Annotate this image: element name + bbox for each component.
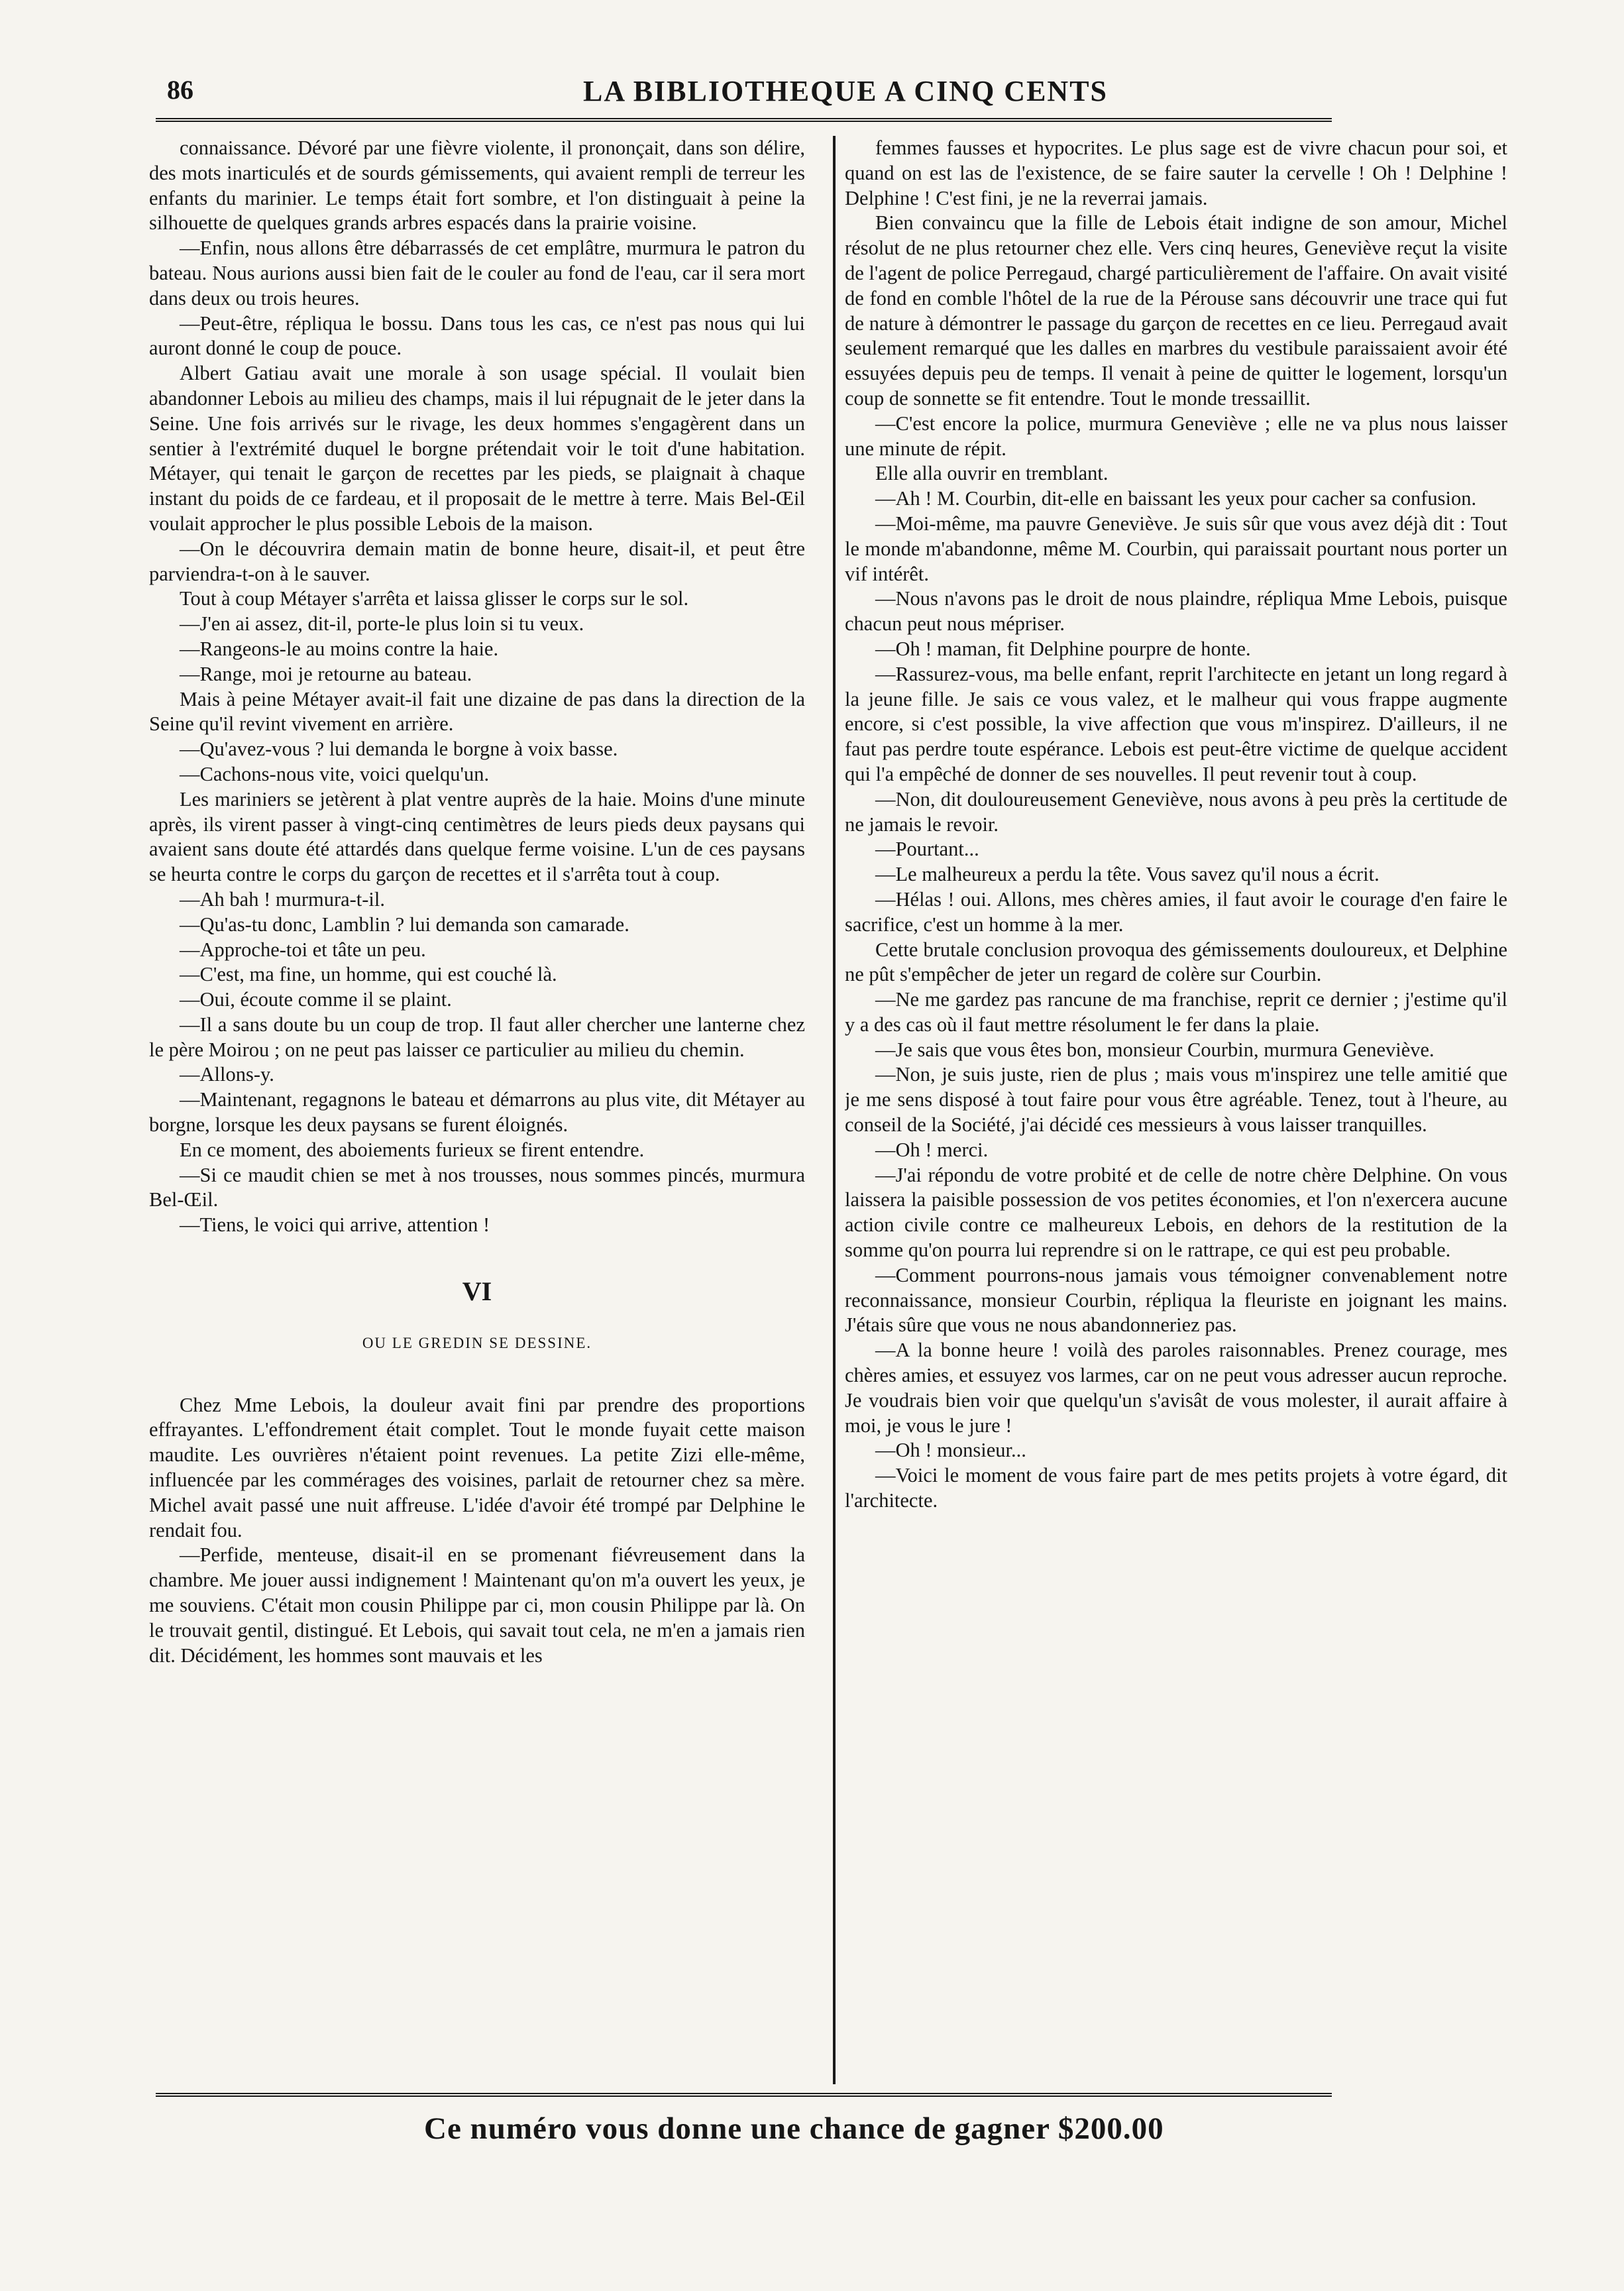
paragraph: —Qu'avez-vous ? lui demanda le borgne à voix basse. (180, 738, 618, 761)
footer-note: Ce numéro vous donne une chance de gagner $200.00 (424, 2111, 1164, 2146)
paragraph: —Non, je suis juste, rien de plus ; mais vous m'inspirez une telle amitié que je me sens disposé à tout faire pour vous être agréable. Tenez, tout à l'heure, au conseil de la Société, j'ai décidé ces messieurs à vous laisser tranquilles. (845, 1063, 1507, 1137)
paragraph: connaissance. Dévoré par une fièvre violente, il prononçait, dans son délire, des mots inarticulés et de sourds gémissements, qui avaient rempli de terreur les enfants du marinier. Le temps était fort sombre, et l'on distinguait à peine la silhouette de quelques grands arbres espacés dans la prairie voisine. (149, 137, 805, 235)
paragraph: —A la bonne heure ! voilà des paroles raisonnables. Prenez courage, mes chères amies, et essuyez vos larmes, car on ne peut vous adresser aucun reproche. Je voudrais bien voir que quelqu'un s'avisât de vous molester, il aurait affaire à moi, je vous le jure ! (845, 1339, 1507, 1437)
paragraph: —Ne me gardez pas rancune de ma franchise, reprit ce dernier ; j'estime qu'il y a des cas où il faut mettre résolument le fer dans la plaie. (845, 988, 1507, 1036)
paragraph: Chez Mme Lebois, la douleur avait fini par prendre des proportions effrayantes. L'effondrement était complet. Tout le monde fuyait cette maison maudite. Les ouvrières n'étaient point revenues. La petite Zizi elle-même, influencée par les commérages des voisines, parlait de retourner chez sa mère. Michel avait passé une nuit affreuse. L'idée d'avoir été trompé par Delphine le rendait fou. (149, 1393, 805, 1541)
paragraph: —Pourtant... (875, 838, 979, 861)
paragraph: —Ah bah ! murmura-t-il. (180, 887, 386, 911)
paragraph: —Oui, écoute comme il se plaint. (180, 988, 452, 1011)
paragraph: Cette brutale conclusion provoqua des gémissements douloureux, et Delphine ne pût s'empêcher de jeter un regard de colère sur Courbin. (845, 938, 1507, 986)
paragraph: —C'est encore la police, murmura Geneviève ; elle ne va plus nous laisser une minute de répit. (845, 412, 1507, 460)
paragraph: —Maintenant, regagnons le bateau et démarrons au plus vite, dit Métayer au borgne, lorsque les deux paysans se furent éloignés. (149, 1088, 805, 1137)
paragraph: Bien convaincu que la fille de Lebois était indigne de son amour, Michel résolut de ne plus retourner chez elle. Vers cinq heures, Geneviève reçut la visite de l'agent de police Perregaud, chargé particulièrement de l'affaire. On avait visité de fond en comble l'hôtel de la rue de la Pérouse sans découvrir une trace qui fut de nature à démontrer le passage du garçon de recettes en ce lieu. Perregaud avait seulement remarqué que les dalles en marbres du vestibule paraissaient avoir été essuyées depuis peu de temps. Il venait à peine de quitter le logement, lorsqu'un coup de sonnette se fit entendre. Tout le monde tressaillit. (845, 211, 1507, 410)
running-head: LA BIBLIOTHEQUE A CINQ CENTS (583, 75, 1109, 107)
chapter-number: VI (462, 1276, 492, 1307)
paragraph: —Range, moi je retourne au bateau. (180, 662, 472, 685)
paragraph: —Le malheureux a perdu la tête. Vous savez qu'il nous a écrit. (875, 863, 1380, 886)
paragraph: Albert Gatiau avait une morale à son usage spécial. Il voulait bien abandonner Lebois au milieu des champs, mais il lui répugnait de le jeter dans la Seine. Une fois arrivés sur le rivage, les deux hommes s'engagèrent dans un sentier à l'extrémité duquel le borgne prétendait voir le toit d'une habitation. Métayer, qui tenait le garçon de recettes par les pieds, se plaignait à chaque instant du poids de ce fardeau, et il proposait de le mettre à terre. Mais Bel-Œil voulait approcher le plus possible Lebois de la maison. (149, 362, 805, 535)
paragraph: —C'est, ma fine, un homme, qui est couché là. (180, 963, 557, 986)
paragraph: Tout à coup Métayer s'arrêta et laissa glisser le corps sur le sol. (180, 587, 689, 610)
paragraph: —Hélas ! oui. Allons, mes chères amies, il faut avoir le courage d'en faire le sacrifice, c'est un homme à la mer. (845, 887, 1507, 936)
paragraph: —Rangeons-le au moins contre la haie. (180, 637, 499, 660)
paragraph: —Je sais que vous êtes bon, monsieur Courbin, murmura Geneviève. (875, 1038, 1435, 1061)
page-number: 86 (167, 75, 193, 105)
header-rule (156, 118, 1332, 122)
paragraph: Mais à peine Métayer avait-il fait une dizaine de pas dans la direction de la Seine qu'il revint vivement en arrière. (149, 687, 805, 736)
paragraph: —Ah ! M. Courbin, dit-elle en baissant les yeux pour cacher sa confusion. (875, 487, 1477, 510)
paragraph: —Oh ! monsieur... (875, 1439, 1026, 1462)
left-paragraphs-before (149, 136, 805, 1238)
paragraph: Elle alla ouvrir en tremblant. (875, 462, 1109, 485)
paragraph: —Voici le moment de vous faire part de mes petits projets à votre égard, dit l'architecte. (845, 1464, 1507, 1512)
paragraph: —Enfin, nous allons être débarrassés de cet emplâtre, murmura le patron du bateau. Nous aurions aussi bien fait de le couler au fond de l'eau, car il sera mort dans deux ou trois heures. (149, 237, 805, 309)
paragraph: —Moi-même, ma pauvre Geneviève. Je suis sûr que vous avez déjà dit : Tout le monde m'abandonne, même M. Courbin, qui paraissait pourtant nous porter un vif intérêt. (845, 512, 1507, 585)
paragraph: —Cachons-nous vite, voici quelqu'un. (180, 762, 490, 785)
paragraph: —Allons-y. (180, 1063, 274, 1086)
left-paragraphs-after (149, 1393, 805, 1669)
paragraph: —Oh ! merci. (875, 1138, 989, 1161)
left-column (149, 136, 805, 2091)
paragraph: —Oh ! maman, fit Delphine pourpre de honte. (875, 637, 1251, 660)
paragraph: —Rassurez-vous, ma belle enfant, reprit l'architecte en jetant un long regard à la jeune fille. Je sais ce vous valez, et le malheur qui vous frappe augmente encore, si c'est possible, la vive affection que vous m'inspirez. D'ailleurs, il ne faut pas perdre toute espérance. Lebois est peut-être victime de quelque accident qui l'a empêché de donner de ses nouvelles. Il peut revenir tout à coup. (845, 662, 1507, 785)
paragraph: femmes fausses et hypocrites. Le plus sage est de vivre chacun pour soi, et quand on est las de l'existence, de se faire sauter la cervelle ! Oh ! Delphine ! Delphine ! C'est fini, je ne la reverrai jamais. (845, 137, 1507, 209)
paragraph: Les mariniers se jetèrent à plat ventre auprès de la haie. Moins d'une minute après, ils virent passer à vingt-cinq centimètres de leurs pieds deux paysans qui avaient sans doute été attardés dans quelque ferme voisine. L'un de ces paysans se heurta contre le corps du garçon de recettes et il s'arrêta tout à coup. (149, 787, 805, 886)
paragraph: —On le découvrira demain matin de bonne heure, disait-il, et peut être parviendra-t-on à le sauver. (149, 537, 805, 585)
paragraph: En ce moment, des aboiements furieux se firent entendre. (180, 1138, 645, 1161)
paragraph: —Si ce maudit chien se met à nos trousses, nous sommes pincés, murmura Bel-Œil. (149, 1163, 805, 1211)
paragraph: —Comment pourrons-nous jamais vous témoigner convenablement notre reconnaissance, monsieur Courbin, répliqua la fleuriste en joignant les mains. J'étais sûre que vous ne nous abandonneriez pas. (845, 1263, 1507, 1337)
chapter-title: OU LE GREDIN SE DESSINE. (362, 1334, 592, 1351)
paragraph: —Approche-toi et tâte un peu. (180, 938, 426, 961)
footer-rule (156, 2093, 1332, 2097)
right-column (845, 136, 1507, 2091)
paragraph: —J'en ai assez, dit-il, porte-le plus loin si tu veux. (180, 612, 584, 636)
column-divider (833, 136, 836, 2084)
right-paragraphs (845, 136, 1507, 1514)
paragraph: —Nous n'avons pas le droit de nous plaindre, répliqua Mme Lebois, puisque chacun peut nous mépriser. (845, 587, 1507, 636)
paragraph: —Peut-être, répliqua le bossu. Dans tous les cas, ce n'est pas nous qui lui auront donné le coup de pouce. (149, 311, 805, 360)
paragraph: —Tiens, le voici qui arrive, attention ! (180, 1213, 490, 1237)
paragraph: —Qu'as-tu donc, Lamblin ? lui demanda son camarade. (180, 913, 629, 936)
paragraph: —Perfide, menteuse, disait-il en se promenant fiévreusement dans la chambre. Me jouer aussi indignement ! Maintenant qu'on m'a ouvert les yeux, je me souviens. C'était mon cousin Philippe par ci, mon cousin Philippe par là. On le trouvait gentil, distingué. Et Lebois, qui savait tout cela, ne m'en a jamais rien dit. Décidément, les hommes sont mauvais et les (149, 1543, 805, 1667)
paragraph: —Il a sans doute bu un coup de trop. Il faut aller chercher une lanterne chez le père Moirou ; on ne peut pas laisser ce particulier au milieu du chemin. (149, 1013, 805, 1061)
paragraph: —Non, dit douloureusement Geneviève, nous avons à peu près la certitude de ne jamais le revoir. (845, 787, 1507, 836)
paragraph: —J'ai répondu de votre probité et de celle de notre chère Delphine. On vous laissera la paisible possession de vos petites économies, et l'on n'exercera aucune action civile contre ce malheureux Lebois, en dehors de la restitution de la somme qu'on pourra lui reprendre si on le rattrape, ce qui est peu probable. (845, 1163, 1507, 1262)
